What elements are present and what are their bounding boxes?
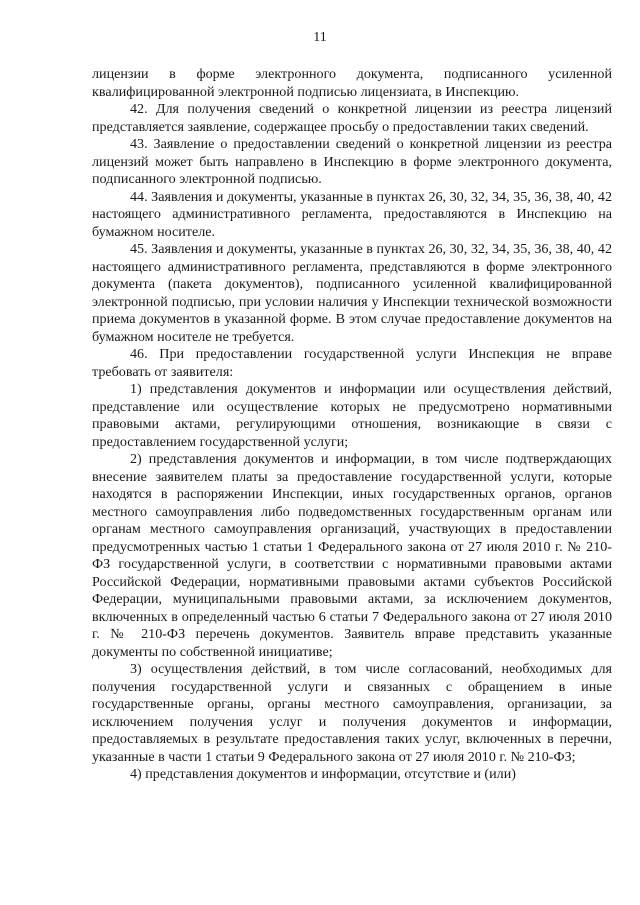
paragraph-42: 42. Для получения сведений о конкретной лицензии из реестра лицензий представляется заявление, содержащее просьбу о предоставлении таких сведений. <box>92 101 612 135</box>
paragraph-46-item-3: 3) осуществления действий, в том числе согласований, необходимых для получения государственной услуги и связанных с обращением в иные государственные органы, органы местного самоуправления, организации, за исключением получения услуг и получения документов и информации, предоставляемых в результате предоставления таких услуг, включенных в перечни, указанные в части 1 статьи 9 Федерального закона от 27 июля 2010 г. № 210-ФЗ; <box>92 661 612 765</box>
paragraph-43: 43. Заявление о предоставлении сведений о конкретной лицензии из реестра лицензий может быть направлено в Инспекцию в форме электронного документа, подписанного электронной подписью. <box>92 136 612 187</box>
paragraph-45: 45. Заявления и документы, указанные в пунктах 26, 30, 32, 34, 35, 36, 38, 40, 42 настоящего административного регламента, представляются в форме электронного документа (пакета документов), подписанного усиленной квалифицированной электронной подписью, при условии наличия у Инспекции технической возможности приема документов в указанной форме. В этом случае предоставление документов на бумажном носителе не требуется. <box>92 241 612 345</box>
paragraph-46-item-2: 2) представления документов и информации, в том числе подтверждающих внесение заявителем платы за предоставление государственной услуги, которые находятся в распоряжении Инспекции, иных государственных органов, органов местного самоуправления либо подведомственных государственным органам или органам местного самоуправления организаций, участвующих в предоставлении предусмотренных частью 1 статьи 1 Федерального закона от 27 июля 2010 г. № 210-ФЗ государственной услуги, в соответствии с нормативными правовыми актами Российской Федерации, нормативными правовыми актами субъектов Российской Федерации, муниципальными правовыми актами, за исключением документов, включенных в определенный частью 6 статьи 7 Федерального закона от 27 июля 2010 г. № 210-ФЗ перечень документов. Заявитель вправе представить указанные документы по собственной инициативе; <box>92 451 612 660</box>
paragraph-46-item-4: 4) представления документов и информации, отсутствие и (или) <box>130 766 516 782</box>
paragraph-46: 46. При предоставлении государственной услуги Инспекция не вправе требовать от заявителя: <box>92 346 612 380</box>
document-body <box>92 66 612 784</box>
page-number: 11 <box>313 30 327 45</box>
paragraph-continuation: лицензии в форме электронного документа, подписанного усиленной квалифицированной электронной подписью лицензиата, в Инспекцию. <box>92 66 612 100</box>
paragraph-46-item-1: 1) представления документов и информации или осуществления действий, представление или осуществление которых не предусмотрено нормативными правовыми актами, регулирующими отношения, возникающие в связи с предоставлением государственной услуги; <box>92 381 612 450</box>
paragraph-44: 44. Заявления и документы, указанные в пунктах 26, 30, 32, 34, 35, 36, 38, 40, 42 настоящего административного регламента, предоставляются в Инспекцию на бумажном носителе. <box>92 188 612 240</box>
